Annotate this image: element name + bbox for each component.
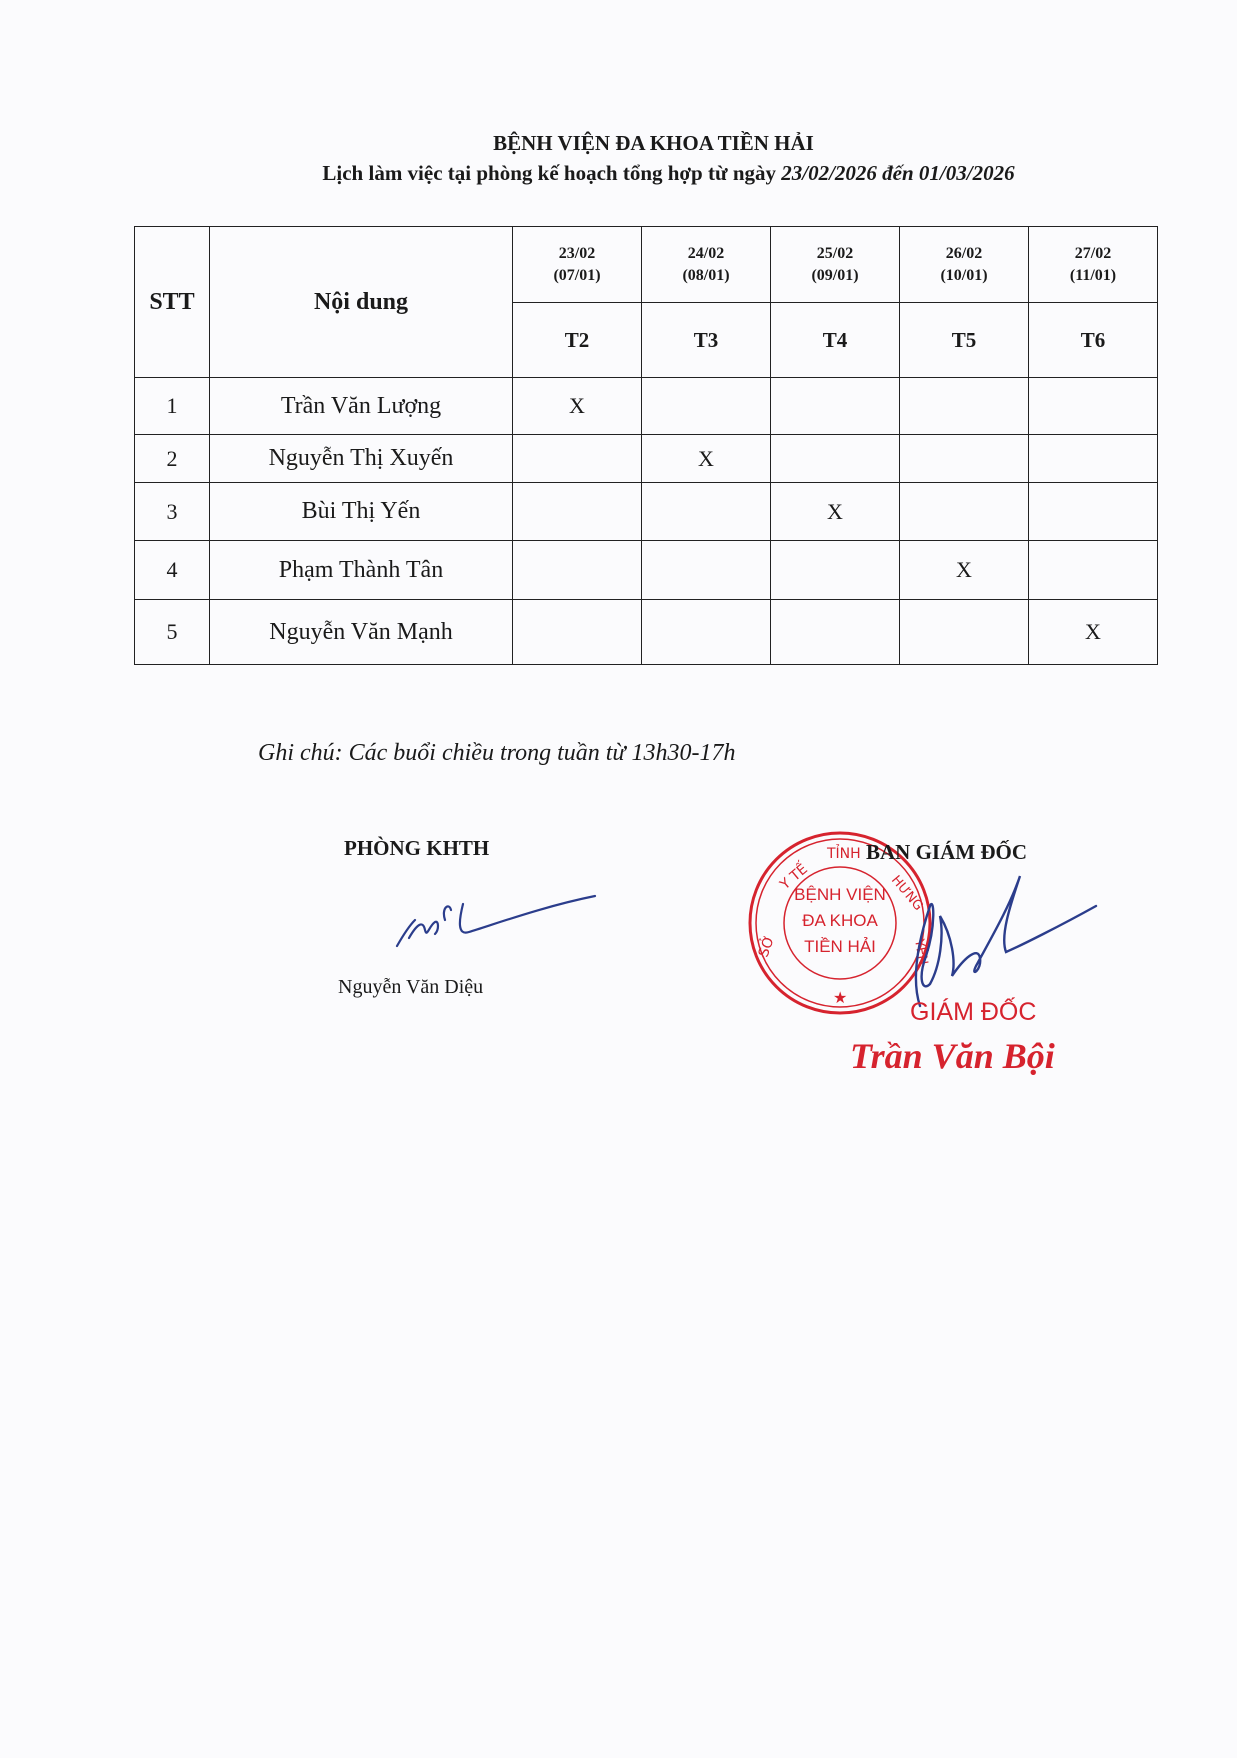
row-mark xyxy=(642,600,771,665)
col-content-header: Nội dung xyxy=(210,227,513,378)
row-mark xyxy=(900,483,1029,541)
svg-text:YÊN: YÊN xyxy=(911,938,931,967)
day-date-header xyxy=(900,227,1029,303)
table-row xyxy=(135,435,1158,483)
row-mark: X xyxy=(1029,600,1158,665)
row-mark: X xyxy=(642,435,771,483)
row-mark xyxy=(900,435,1029,483)
row-stt: 3 xyxy=(135,483,210,541)
svg-text:TỈNH: TỈNH xyxy=(827,846,861,862)
department-label: PHÒNG KHTH xyxy=(344,836,490,860)
day-date: 25/02 xyxy=(816,244,854,262)
row-stt: 4 xyxy=(135,541,210,600)
svg-text:★: ★ xyxy=(833,988,848,1007)
day-date: 26/02 xyxy=(945,244,983,262)
row-name: Phạm Thành Tân xyxy=(210,541,513,600)
day-of-week-header: T6 xyxy=(1029,303,1158,378)
schedule-table xyxy=(134,226,1158,665)
day-date: 27/02 xyxy=(1074,244,1112,262)
stamp-line: ĐA KHOA xyxy=(802,911,878,930)
row-mark xyxy=(771,600,900,665)
stamp-line: BỆNH VIỆN xyxy=(794,885,886,904)
row-mark: X xyxy=(900,541,1029,600)
signer-name-left: Nguyễn Văn Diệu xyxy=(338,976,484,998)
col-stt-header: STT xyxy=(135,227,210,378)
subtitle-date-range: 23/02/2026 đến 01/03/2026 xyxy=(781,161,1015,185)
row-stt: 1 xyxy=(135,378,210,435)
handwritten-signature-right xyxy=(860,866,1100,1016)
row-stt: 2 xyxy=(135,435,210,483)
table-row xyxy=(135,600,1158,665)
day-date: 24/02 xyxy=(687,244,725,262)
row-mark xyxy=(771,378,900,435)
day-date-header xyxy=(642,227,771,303)
director-name: Trần Văn Bội xyxy=(850,1036,1055,1076)
day-of-week-header: T5 xyxy=(900,303,1029,378)
row-mark xyxy=(513,483,642,541)
table-row xyxy=(135,378,1158,435)
row-name: Nguyễn Thị Xuyến xyxy=(210,435,513,483)
svg-text:Y TẾ: Y TẾ xyxy=(777,861,811,894)
day-lunar: (08/01) xyxy=(682,266,730,284)
table-row xyxy=(135,541,1158,600)
svg-text:HƯNG: HƯNG xyxy=(887,872,926,914)
row-mark: X xyxy=(771,483,900,541)
row-name: Bùi Thị Yến xyxy=(210,483,513,541)
row-mark xyxy=(1029,541,1158,600)
board-label: BAN GIÁM ĐỐC xyxy=(866,840,1027,864)
day-date: 23/02 xyxy=(558,244,596,262)
row-mark xyxy=(513,600,642,665)
row-mark xyxy=(642,541,771,600)
row-mark xyxy=(642,378,771,435)
row-mark xyxy=(1029,378,1158,435)
row-mark xyxy=(513,541,642,600)
row-stt: 5 xyxy=(135,600,210,665)
director-title: GIÁM ĐỐC xyxy=(910,998,1037,1026)
schedule-note: Ghi chú: Các buổi chiều trong tuần từ 13h30-17h xyxy=(258,740,736,766)
row-mark xyxy=(900,600,1029,665)
row-mark: X xyxy=(513,378,642,435)
svg-text:SỞ: SỞ xyxy=(755,933,779,960)
day-date-header xyxy=(771,227,900,303)
row-name: Nguyễn Văn Mạnh xyxy=(210,600,513,665)
handwritten-signature-left xyxy=(395,880,615,960)
day-date-header xyxy=(513,227,642,303)
row-mark xyxy=(900,378,1029,435)
row-mark xyxy=(771,435,900,483)
day-of-week-header: T3 xyxy=(642,303,771,378)
day-lunar: (11/01) xyxy=(1069,266,1117,284)
day-of-week-header: T4 xyxy=(771,303,900,378)
hospital-name: BỆNH VIỆN ĐA KHOA TIỀN HẢI xyxy=(493,131,814,155)
day-lunar: (10/01) xyxy=(940,266,988,284)
subtitle-prefix: Lịch làm việc tại phòng kế hoạch tổng hợp từ ngày xyxy=(322,161,782,185)
day-lunar: (09/01) xyxy=(811,266,859,284)
row-mark xyxy=(513,435,642,483)
day-of-week-header: T2 xyxy=(513,303,642,378)
row-mark xyxy=(1029,435,1158,483)
stamp-line: TIỀN HẢI xyxy=(804,937,876,956)
row-mark xyxy=(1029,483,1158,541)
row-name: Trần Văn Lượng xyxy=(210,378,513,435)
row-mark xyxy=(771,541,900,600)
day-lunar: (07/01) xyxy=(553,266,601,284)
table-row xyxy=(135,483,1158,541)
day-date-header xyxy=(1029,227,1158,303)
schedule-subtitle xyxy=(0,161,1237,186)
row-mark xyxy=(642,483,771,541)
